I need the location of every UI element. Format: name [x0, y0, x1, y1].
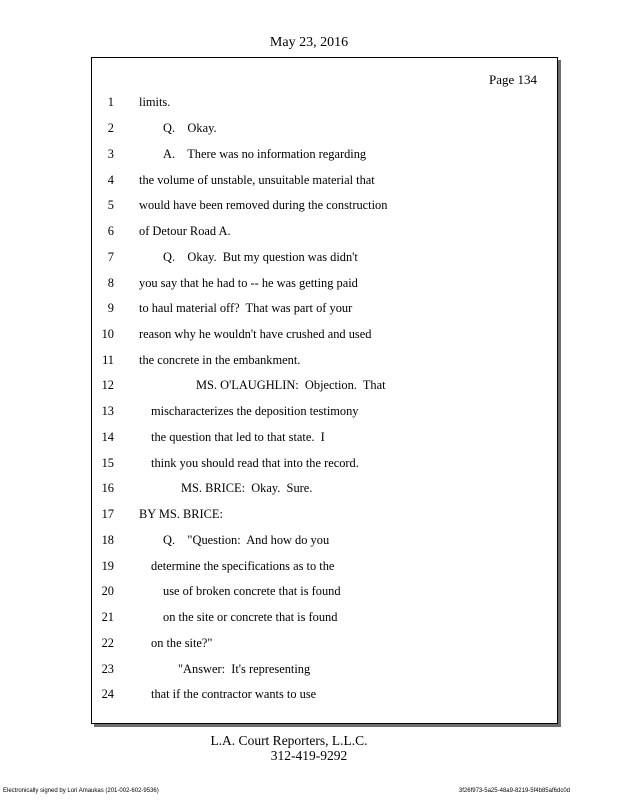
- line-text: the question that led to that state. I: [151, 430, 325, 444]
- line-text: you say that he had to -- he was getting paid: [139, 276, 358, 290]
- transcript-line: [92, 662, 557, 682]
- line-number: 21: [101, 610, 114, 624]
- transcript-line: [92, 95, 557, 115]
- transcript-line: [92, 404, 557, 424]
- line-number: 7: [107, 250, 114, 264]
- document-id: 3f26f973-5a25-48a9-8219-5f4b85af6dc0d: [458, 788, 570, 794]
- line-text: determine the specifications as to the: [151, 559, 335, 573]
- transcript-line: [92, 173, 557, 193]
- line-text: use of broken concrete that is found: [163, 584, 341, 598]
- line-text: MS. O'LAUGHLIN: Objection. That: [196, 378, 386, 392]
- line-number: 10: [101, 327, 114, 341]
- line-number: 19: [101, 559, 114, 573]
- line-number: 18: [101, 533, 114, 547]
- line-number: 9: [107, 301, 114, 315]
- line-text: on the site?": [151, 636, 213, 650]
- line-text: Q. Okay.: [163, 121, 217, 135]
- transcript-line: [92, 353, 557, 373]
- line-text: MS. BRICE: Okay. Sure.: [181, 481, 313, 495]
- transcript-line: [92, 121, 557, 141]
- line-number: 20: [101, 584, 114, 598]
- transcript-line: [92, 276, 557, 296]
- line-number: 2: [107, 121, 114, 135]
- transcript-page: [91, 57, 558, 724]
- line-text: Q. "Question: And how do you: [163, 533, 330, 547]
- line-number: 4: [107, 173, 114, 187]
- line-text: to haul material off? That was part of your: [139, 301, 353, 315]
- line-text: limits.: [139, 95, 171, 109]
- line-number: 15: [101, 456, 114, 470]
- line-text: mischaracterizes the deposition testimony: [151, 404, 359, 418]
- line-text: "Answer: It's representing: [178, 662, 311, 676]
- transcript-line: [92, 584, 557, 604]
- line-text: of Detour Road A.: [139, 224, 231, 238]
- line-text: on the site or concrete that is found: [163, 610, 338, 624]
- transcript-line: [92, 327, 557, 347]
- line-text: reason why he wouldn't have crushed and used: [139, 327, 372, 341]
- transcript-line: [92, 507, 557, 527]
- line-number: 8: [107, 276, 114, 290]
- transcript-line: [92, 147, 557, 167]
- line-text: A. There was no information regarding: [163, 147, 367, 161]
- line-text: the concrete in the embankment.: [139, 353, 301, 367]
- transcript-line: [92, 559, 557, 579]
- line-text: BY MS. BRICE:: [139, 507, 223, 521]
- transcript-line: [92, 610, 557, 630]
- line-number: 1: [107, 95, 114, 109]
- footer-company: L.A. Court Reporters, L.L.C.: [210, 733, 368, 748]
- line-number: 6: [107, 224, 114, 238]
- line-text: that if the contractor wants to use: [151, 687, 317, 701]
- line-number: 12: [101, 378, 114, 392]
- line-number: 13: [101, 404, 114, 418]
- line-text: the volume of unstable, unsuitable material that: [139, 173, 375, 187]
- line-text: would have been removed during the construction: [139, 198, 388, 212]
- transcript-line: [92, 301, 557, 321]
- line-number: 17: [101, 507, 114, 521]
- line-number: 3: [107, 147, 114, 161]
- line-number: 5: [107, 198, 114, 212]
- transcript-line: [92, 378, 557, 398]
- page-number: Page 134: [488, 72, 537, 87]
- transcript-line: [92, 456, 557, 476]
- line-text: think you should read that into the record.: [151, 456, 359, 470]
- line-number: 11: [102, 353, 114, 367]
- footer-phone: 312-419-9292: [270, 748, 348, 763]
- transcript-line: [92, 224, 557, 244]
- transcript-line: [92, 533, 557, 553]
- transcript-line: [92, 430, 557, 450]
- transcript-line: [92, 250, 557, 270]
- line-number: 23: [101, 662, 114, 676]
- transcript-line: [92, 687, 557, 707]
- header-date: May 23, 2016: [269, 35, 349, 50]
- transcript-line: [92, 636, 557, 656]
- line-number: 22: [101, 636, 114, 650]
- line-number: 24: [101, 687, 114, 701]
- line-text: Q. Okay. But my question was didn't: [163, 250, 358, 264]
- transcript-line: [92, 198, 557, 218]
- line-number: 16: [101, 481, 114, 495]
- line-number: 14: [101, 430, 114, 444]
- transcript-line: [92, 481, 557, 501]
- electronic-signature: Electronically signed by Lori Amaukas (201-002-602-9536): [3, 788, 159, 794]
